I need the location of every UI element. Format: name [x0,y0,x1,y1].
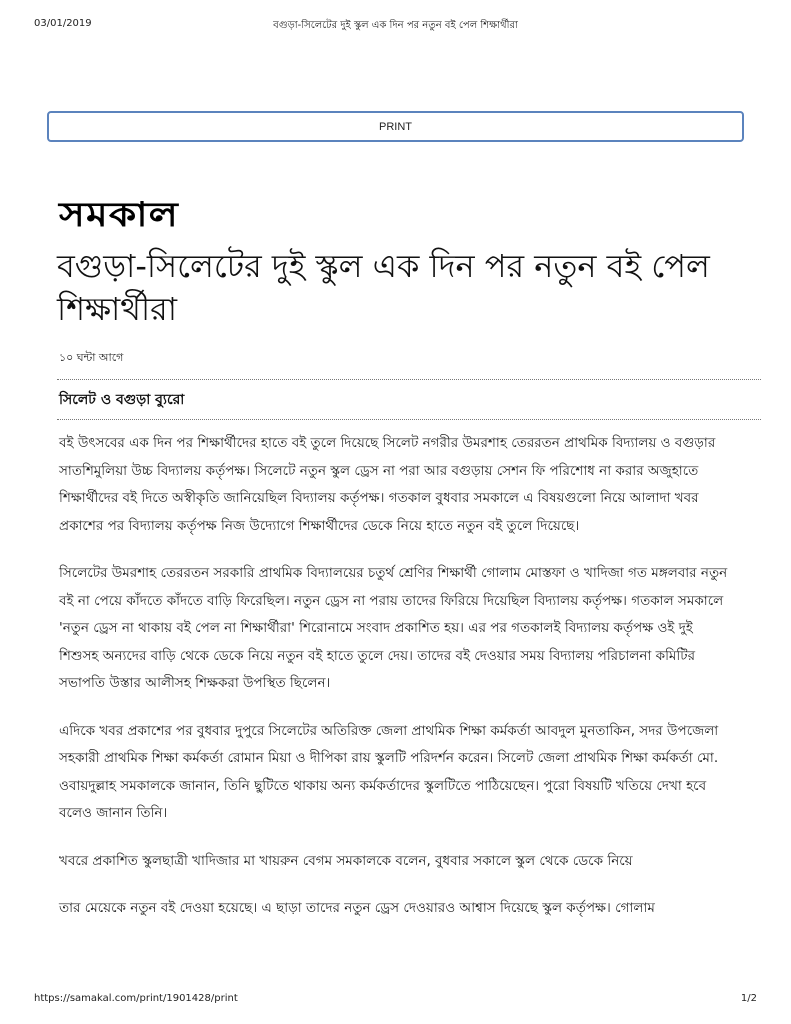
paragraph: তার মেয়েকে নতুন বই দেওয়া হয়েছে। এ ছাড়া তাদের নতুন ড্রেস দেওয়ারও আশ্বাস দিয়েছে স্কুল কর্তৃপক্ষ। গোলাম [59,900,655,916]
article-body [59,430,729,943]
print-date: 03/01/2019 [34,18,92,29]
divider-bottom [57,419,761,420]
paragraph: সিলেটের উমরশাহ তেররতন সরকারি প্রাথমিক বিদ্যালয়ের চতুর্থ শ্রেণির শিক্ষার্থী গোলাম মোস্তফা ও খাদিজা গত মঙ্গলবার নতুন বই না পেয়ে কাঁদতে কাঁদতে বাড়ি ফিরেছিল। নতুন ড্রেস না পরায় তাদের ফিরিয়ে দিয়েছিল বিদ্যালয় কর্তৃপক্ষ। গতকাল সমকালে 'নতুন ড্রেস না থাকায় বই পেল না শিক্ষার্থীরা' শিরোনামে সংবাদ প্রকাশিত হয়। এর পর গতকালই বিদ্যালয় কর্তৃপক্ষ ওই দুই শিশুসহ অন্যদের বাড়ি থেকে ডেকে নিয়ে নতুন বই হাতে তুলে দেয়। তাদের বই দেওয়ার সময় বিদ্যালয় পরিচালনা কমিটির সভাপতি উস্তার আলীসহ শিক্ষকরা উপস্থিত ছিলেন। [59,565,728,691]
page-number: 1/2 [740,993,757,1004]
paragraph: খবরে প্রকাশিত স্কুলছাত্রী খাদিজার মা খায়রুন বেগম সমকালকে বলেন, বুধবার সকালে স্কুল থেকে ডেকে নিয়ে [59,852,633,869]
paragraph: এদিকে খবর প্রকাশের পর বুধবার দুপুরে সিলেটের অতিরিক্ত জেলা প্রাথমিক শিক্ষা কর্মকর্তা আবদুল মুনতাকিন, সদর উপজেলা সহকারী প্রাথমিক শিক্ষা কর্মকর্তা রোমান মিয়া ও দীপিকা রায় স্কুলটি পরিদর্শন করেন। সিলেট জেলা প্রাথমিক শিক্ষা কর্মকর্তা মো. ওবায়দুল্লাহ সমকালকে জানান, তিনি ছুটিতে থাকায় অন্য কর্মকর্তাদের স্কুলটিতে পাঠিয়েছেন। পুরো বিষয়টি খতিয়ে দেখা হবে বলেও জানান তিনি। [59,722,719,821]
paragraph: বই উৎসবের এক দিন পর শিক্ষার্থীদের হাতে বই তুলে দিয়েছে সিলেট নগরীর উমরশাহ তেররতন প্রাথমিক বিদ্যালয় ও বগুড়ার সাতশিমুলিয়া উচ্চ বিদ্যালয় কর্তৃপক্ষ। সিলেটে নতুন স্কুল ড্রেস না পরা আর বগুড়ায় সেশন ফি পরিশোধ না করার অজুহাতে শিক্ষার্থীদের বই দিতে অস্বীকৃতি জানিয়েছিল বিদ্যালয় কর্তৃপক্ষ। গতকাল বুধবার সমকালে এ বিষয়গুলো নিয়ে আলাদা খবর প্রকাশের পর বিদ্যালয় কর্তৃপক্ষ নিজ উদ্যোগে শিক্ষার্থীদের ডেকে নিয়ে হাতে নতুন বই তুলে দিয়েছে। [59,435,716,534]
article-headline: বগুড়া-সিলেটের দুই স্কুল এক দিন পর নতুন বই পেল শিক্ষার্থীরা [57,247,710,328]
article-byline: সিলেট ও বগুড়া ব্যুরো [59,392,185,408]
published-time-ago: ১০ ঘন্টা আগে [59,351,124,364]
footer-url: https://samakal.com/print/1901428/print [34,993,238,1004]
print-button[interactable]: PRINT [47,111,744,142]
divider-top [57,379,761,380]
samakal-logo: সমকাল [59,195,179,235]
print-header-title: বগুড়া-সিলেটের দুই স্কুল এক দিন পর নতুন বই পেল শিক্ষার্থীরা [273,20,518,31]
